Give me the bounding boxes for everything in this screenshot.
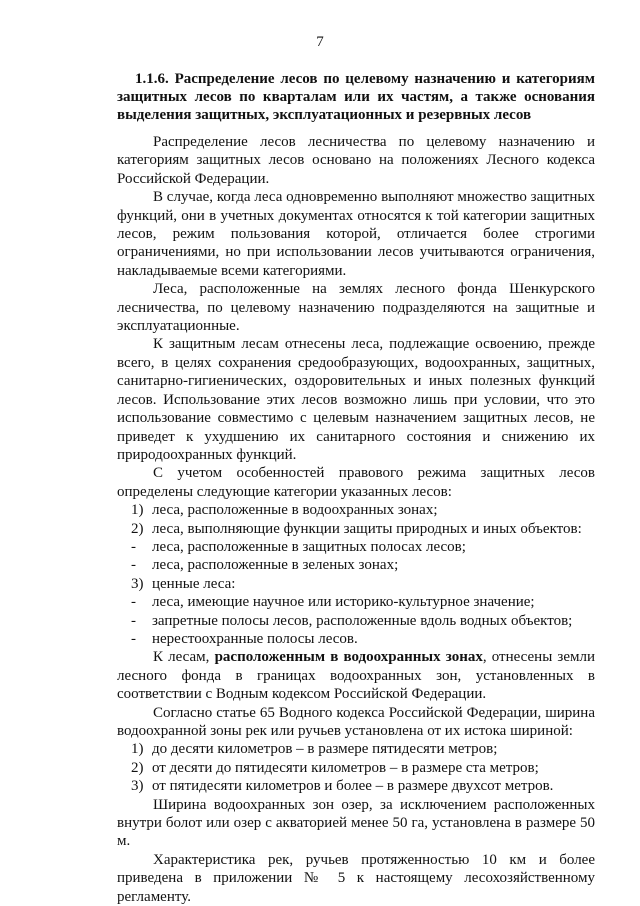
paragraph-2: В случае, когда леса одновременно выполняют множество защитных функций, они в учетных документах относятся к той категории защитных лесов, режим пользования которой, отличается более строгими ограничениями, но при использовании лесов учитываются ограничения, накладываемые всеми категориями. — [117, 189, 595, 279]
list-item — [117, 630, 595, 648]
list-marker: - — [131, 612, 136, 629]
list-item-text: леса, расположенные в зеленых зонах; — [152, 557, 399, 574]
list-marker: - — [131, 630, 136, 647]
list-marker: 1) — [131, 502, 144, 519]
list-item-text: нерестоохранные полосы лесов. — [152, 630, 358, 647]
list-marker: 3) — [131, 575, 144, 592]
list-item-text: запретные полосы лесов, расположенные вдоль водных объектов; — [152, 612, 573, 629]
list-marker: - — [131, 538, 136, 555]
paragraph-7: Согласно статье 65 Водного кодекса Российской Федерации, ширина водоохранной зоны рек или ручьев установлена от их истока шириной: — [117, 704, 595, 739]
paragraph-5: С учетом особенностей правового режима защитных лесов определены следующие категории указанных лесов: — [117, 465, 595, 500]
list-item-text: ценные леса: — [152, 575, 236, 592]
list-marker: 2) — [131, 759, 144, 776]
list-item-text: леса, расположенные в водоохранных зонах; — [152, 502, 438, 519]
paragraph-6-start: К лесам, — [153, 649, 215, 666]
paragraph-3: Леса, расположенные на землях лесного фонда Шенкурского лесничества, по целевому назначению подразделяются на защитные и эксплуатационные. — [117, 281, 595, 335]
list-item-text: леса, имеющие научное или историко-культурное значение; — [152, 594, 535, 611]
list-item — [117, 777, 595, 795]
list-marker: - — [131, 557, 136, 574]
list-item-text: от пятидесяти километров и более – в размере двухсот метров. — [152, 778, 554, 795]
list-item — [117, 501, 595, 519]
list-item — [117, 759, 595, 777]
paragraph-6-emphasis: расположенным в водоохранных зонах — [214, 649, 483, 666]
paragraph-4: К защитным лесам отнесены леса, подлежащие освоению, прежде всего, в целях сохранения средообразующих, водоохранных, защитных, санитарно-гигиенических, оздоровительных и иных полезных функций лесов. Использование этих лесов возможно лишь при условии, что это использование совместимо с целевым назначением защитных лесов, не приведет к ухудшению их санитарного состояния и снижению их природоохранных функций. — [117, 336, 595, 463]
paragraph-9: Характеристика рек, ручьев протяженностью 10 км и более приведена в приложении № 5 к настоящему лесохозяйственному регламенту. — [117, 851, 595, 905]
list-item-text: леса, выполняющие функции защиты природных и иных объектов: — [152, 520, 582, 537]
list-item-text: до десяти километров – в размере пятидесяти метров; — [152, 741, 498, 758]
section-title: Распределение лесов по целевому назначению и категориям защитных лесов по кварталам или их частям, а также основания выделения защитных, эксплуатационных и резервных лесов — [117, 71, 595, 123]
list-item — [117, 575, 595, 593]
list-marker: - — [131, 594, 136, 611]
list-item — [117, 538, 595, 556]
categories-list — [117, 501, 595, 648]
paragraph-6-end: , отнесены земли лесного фонда в границах водоохранных зон, установленных в соответствии с Водным кодексом Российской Федерации. — [117, 649, 596, 703]
section-body — [117, 133, 595, 906]
paragraph-8: Ширина водоохранных зон озер, за исключением расположенных внутри болот или озер с акваторией менее 50 га, установлена в размере 50 м. — [117, 796, 595, 850]
width-list — [117, 740, 595, 795]
list-item-text: от десяти до пятидесяти километров – в размере ста метров; — [152, 759, 539, 776]
list-marker: 3) — [131, 778, 144, 795]
paragraph-6 — [117, 648, 595, 703]
paragraph-1: Распределение лесов лесничества по целевому назначению и категориям защитных лесов основано на положениях Лесного кодекса Российской Федерации. — [117, 134, 595, 187]
list-item-text: леса, расположенные в защитных полосах лесов; — [152, 538, 466, 555]
list-item — [117, 740, 595, 758]
section-heading — [117, 70, 595, 124]
list-marker: 1) — [131, 741, 144, 758]
list-item — [117, 612, 595, 630]
list-marker: 2) — [131, 520, 144, 537]
list-item — [117, 520, 595, 538]
list-item — [117, 556, 595, 574]
section-number: 1.1.6. — [135, 71, 169, 87]
list-item — [117, 593, 595, 611]
page-number: 7 — [316, 34, 324, 50]
